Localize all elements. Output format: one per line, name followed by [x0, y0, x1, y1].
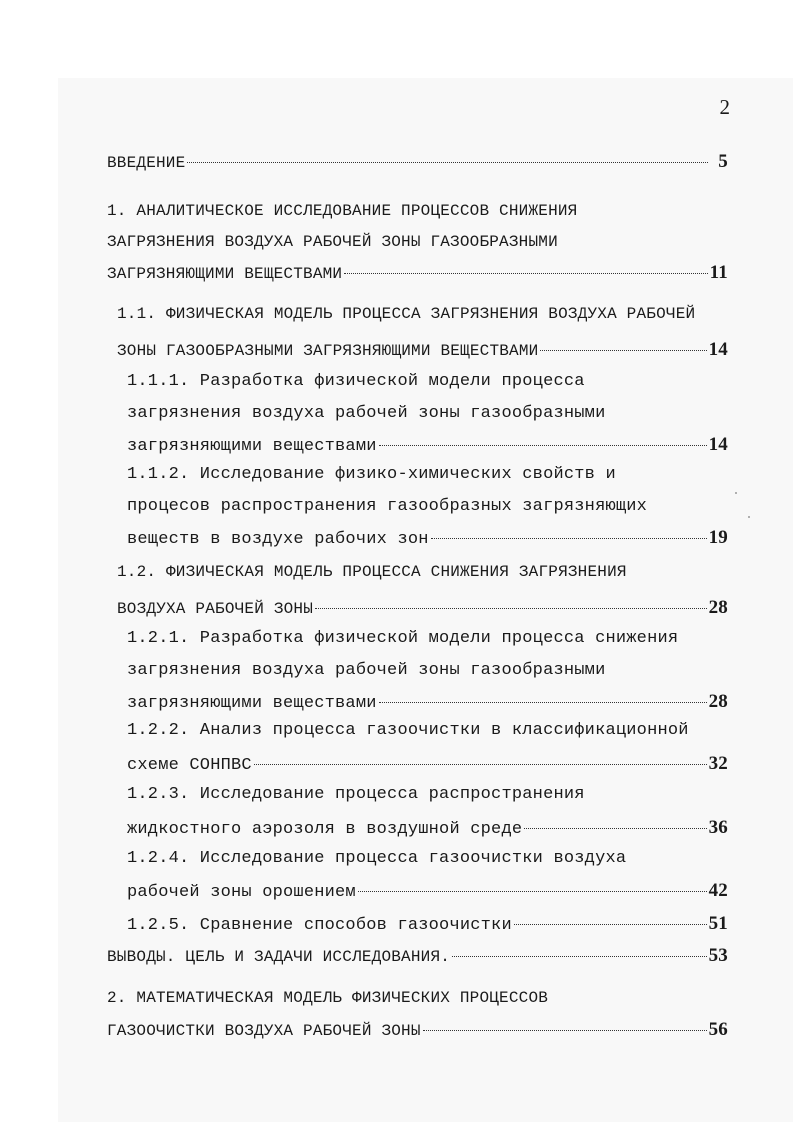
- toc-entry-page: 53: [708, 945, 728, 966]
- toc-entry-last-line: [107, 945, 728, 967]
- dot-leader: [423, 1029, 707, 1031]
- toc-entry-last-line: [127, 527, 728, 549]
- dot-leader: [358, 890, 707, 892]
- toc-entry-page: 28: [708, 691, 728, 712]
- toc-entry-page: 42: [708, 880, 728, 901]
- toc-entry-title: 1.2.3. Исследование процесса распространения: [127, 785, 585, 804]
- toc-entry-title: 1.2. ФИЗИЧЕСКАЯ МОДЕЛЬ ПРОЦЕССА СНИЖЕНИЯ ЗАГРЯЗНЕНИЯ: [117, 563, 627, 581]
- scan-speck: [735, 492, 737, 494]
- toc-entry-title: жидкостного аэрозоля в воздушной среде: [127, 820, 523, 839]
- toc-entry-last-line: [107, 1019, 728, 1041]
- toc-entry-page: 19: [708, 527, 728, 548]
- dot-leader: [254, 763, 707, 765]
- toc-entry-title: ВОЗДУХА РАБОЧЕЙ ЗОНЫ: [117, 600, 314, 618]
- toc-entry-title: веществ в воздухе рабочих зон: [127, 530, 429, 549]
- toc-entry-title: 1.2.4. Исследование процесса газоочистки воздуха: [127, 849, 627, 868]
- toc-entry-title: ЗАГРЯЗНЯЮЩИМИ ВЕЩЕСТВАМИ: [107, 265, 343, 283]
- toc-entry-title: 2. МАТЕМАТИЧЕСКАЯ МОДЕЛЬ ФИЗИЧЕСКИХ ПРОЦЕССОВ: [107, 989, 549, 1007]
- dot-leader: [431, 537, 707, 539]
- dot-leader: [379, 701, 707, 703]
- page-number: 2: [719, 95, 730, 119]
- toc-entry-last-line: [127, 691, 728, 713]
- toc-entry-page: 51: [708, 913, 728, 934]
- toc-entry-title: 1.2.5. Сравнение способов газоочистки: [127, 916, 512, 935]
- dot-leader: [344, 272, 707, 274]
- dot-leader: [540, 349, 706, 351]
- toc-entry-title: ЗОНЫ ГАЗООБРАЗНЫМИ ЗАГРЯЗНЯЮЩИМИ ВЕЩЕСТВАМИ: [117, 342, 539, 360]
- toc-entry-page: 14: [708, 339, 728, 360]
- toc-entry-title: 1.1.1. Разработка физической модели процесса: [127, 372, 585, 391]
- toc-entry-title: ВЫВОДЫ. ЦЕЛЬ И ЗАДАЧИ ИССЛЕДОВАНИЯ.: [107, 948, 451, 966]
- toc-entry-last-line: [127, 434, 728, 456]
- toc-entry-last-line: [127, 753, 728, 775]
- toc-entry-title: схеме СОНПВС: [127, 756, 252, 775]
- toc-entry-last-line: [117, 597, 728, 619]
- toc-entry-last-line: [127, 913, 728, 935]
- toc-entry-page: 11: [709, 262, 728, 283]
- toc-entry-page: 28: [708, 597, 728, 618]
- toc-entry-page: 32: [708, 753, 728, 774]
- toc-entry-title: загрязняющими веществами: [127, 694, 377, 713]
- toc-entry-last-line: [107, 151, 728, 173]
- toc-entry-title: загрязнения воздуха рабочей зоны газообразными: [127, 404, 606, 423]
- toc-entry-title: загрязняющими веществами: [127, 437, 377, 456]
- toc-entry-title: ЗАГРЯЗНЕНИЯ ВОЗДУХА РАБОЧЕЙ ЗОНЫ ГАЗООБРАЗНЫМИ: [107, 233, 558, 251]
- toc-entry-title: 1.2.2. Анализ процесса газоочистки в классификационной: [127, 721, 689, 740]
- toc-entry-title: 1.2.1. Разработка физической модели процесса снижения: [127, 629, 679, 648]
- toc-entry-page: 56: [708, 1019, 728, 1040]
- toc-entry-title: ГАЗООЧИСТКИ ВОЗДУХА РАБОЧЕЙ ЗОНЫ: [107, 1022, 421, 1040]
- dot-leader: [452, 955, 707, 957]
- dot-leader: [187, 161, 708, 163]
- scan-speck: [748, 516, 750, 518]
- toc-entry-last-line: [127, 817, 728, 839]
- toc-entry-title: 1. АНАЛИТИЧЕСКОЕ ИССЛЕДОВАНИЕ ПРОЦЕССОВ СНИЖЕНИЯ: [107, 202, 578, 220]
- toc-entry-last-line: [127, 880, 728, 902]
- toc-entry-title: ВВЕДЕНИЕ: [107, 154, 186, 172]
- toc-entry-last-line: [107, 262, 728, 284]
- dot-leader: [315, 607, 707, 609]
- toc-entry-title: рабочей зоны орошением: [127, 883, 356, 902]
- dot-leader: [514, 923, 707, 925]
- dot-leader: [524, 827, 706, 829]
- toc-entry-title: 1.1. ФИЗИЧЕСКАЯ МОДЕЛЬ ПРОЦЕССА ЗАГРЯЗНЕНИЯ ВОЗДУХА РАБОЧЕЙ: [117, 305, 696, 323]
- toc-entry-last-line: [117, 339, 728, 361]
- toc-entry-title: процесов распространения газообразных загрязняющих: [127, 497, 648, 516]
- toc-entry-title: 1.1.2. Исследование физико-химических свойств и: [127, 465, 616, 484]
- toc-entry-page: 36: [708, 817, 728, 838]
- toc-entry-page: 14: [708, 434, 728, 455]
- toc-entry-page: 5: [718, 151, 728, 172]
- dot-leader: [379, 444, 707, 446]
- toc-entry-title: загрязнения воздуха рабочей зоны газообразными: [127, 661, 606, 680]
